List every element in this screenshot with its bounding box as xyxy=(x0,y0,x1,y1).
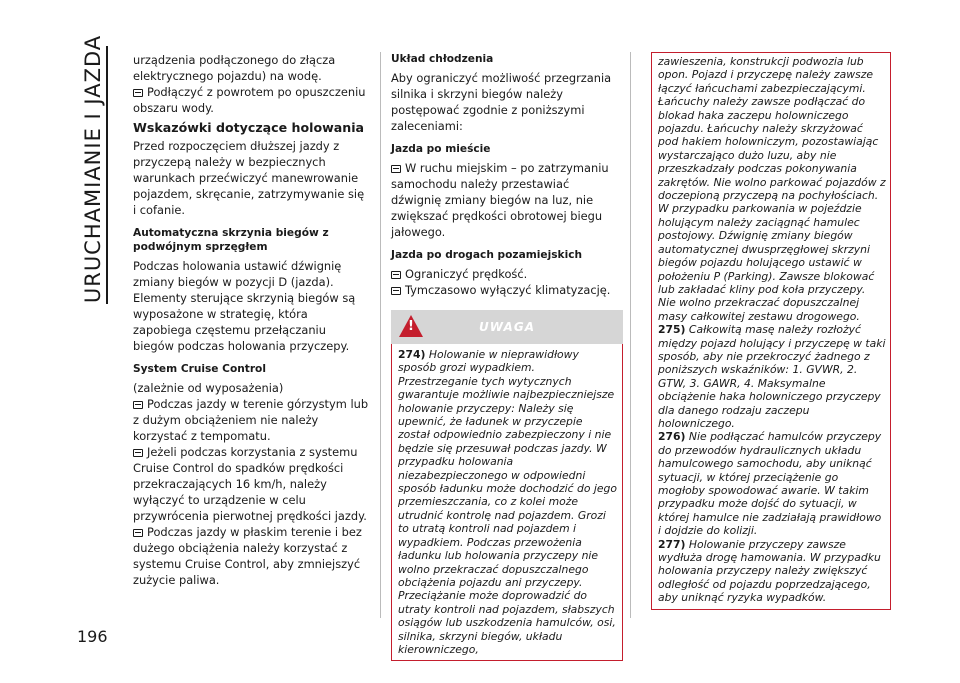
bullet-icon xyxy=(133,449,143,457)
city-bullet xyxy=(391,160,623,240)
heading-cooling: Układ chłodzenia xyxy=(391,53,494,65)
warning-277 xyxy=(658,538,886,605)
cruise-availability: (zależnie od wyposażenia) xyxy=(133,381,284,395)
heading-cruise-control: System Cruise Control xyxy=(133,363,266,375)
section-rule xyxy=(106,46,108,304)
page-number: 196 xyxy=(77,627,108,646)
cruise-bullet-text: Podczas jazdy w płaskim terenie i bez dużego obciążenia należy korzystać z systemu Cruise Control, aby zmniejszyć zużycie paliwa. xyxy=(133,525,362,587)
warning-276 xyxy=(658,430,886,537)
heading-gearbox: Automatyczna skrzynia biegów z podwójnym sprzęgłem xyxy=(133,227,329,253)
road-bullet-1 xyxy=(391,266,623,282)
cooling-text: Aby ograniczyć możliwość przegrzania silnika i skrzyni biegów należy postępować zgodnie z poniższymi zaleceniami: xyxy=(391,71,612,133)
cruise-bullet-3 xyxy=(133,524,370,588)
intro-text: urządzenia podłączonego do złącza elektrycznego pojazdu) na wodę. xyxy=(133,53,336,83)
warning-text: Całkowitą masę należy rozłożyć między pojazd holujący i przyczepę w taki sposób, aby nie przekroczyć żadnego z poniższych wskaźników: 1. GVWR, 2. GTW, 3. GAWR, 4. Maksymalne obciążenie haka holowniczego przyczepy dla danego rodzaju zaczepu holowniczego. xyxy=(658,323,886,430)
warning-title: UWAGA xyxy=(479,320,535,334)
column-2 xyxy=(391,52,623,661)
warning-number: 277) xyxy=(658,537,686,551)
bullet-icon xyxy=(391,165,401,173)
column-1 xyxy=(133,52,370,588)
intro-bullet-text: Podłączyć z powrotem po opuszczeniu obszaru wody. xyxy=(133,85,366,115)
column-divider xyxy=(630,52,631,618)
warning-box-continued xyxy=(651,52,891,610)
cruise-bullet-2 xyxy=(133,444,370,524)
towing-text: Przed rozpoczęciem dłuższej jazdy z przyczepą należy w bezpiecznych warunkach przećwiczyć manewrowanie pojazdem, skręcanie, zatrzymywanie się i cofanie. xyxy=(133,139,365,217)
warning-text: Nie podłączać hamulców przyczepy do przewodów hydraulicznych układu hamulcowego samochodu, aby uniknąć sytuacji, w której przeciążenie go mogłoby spowodować awarie. W takim przypadku może dojść do sytuacji, w której hamulce nie zadziałają prawidłowo i dojdzie do kolizji. xyxy=(658,430,882,538)
exclamation-icon: ! xyxy=(408,319,414,334)
gearbox-text: Podczas holowania ustawić dźwignię zmiany biegów w pozycji D (jazda). Elementy sterujące skrzynią biegów są wyposażone w strategię, która zapobiega częstemu przełączaniu biegów podczas holowania przyczepy. xyxy=(133,259,356,353)
bullet-icon xyxy=(391,271,401,279)
cruise-bullet-1 xyxy=(133,396,370,444)
bullet-icon xyxy=(391,287,401,295)
bullet-icon xyxy=(133,529,143,537)
heading-road-driving: Jazda po drogach pozamiejskich xyxy=(391,249,583,261)
heading-towing: Wskazówki dotyczące holowania xyxy=(133,120,365,135)
warning-text: Holowanie w nieprawidłowy sposób grozi wypadkiem. Przestrzeganie tych wytycznych gwarantuje możliwie najbezpieczniejsze holowanie przyczepy: Należy się upewnić, że ładunek w przyczepie został odpowiednio zabezpieczony i nie będzie się przesuwał podczas jazdy. W przypadku holowania niezabezpieczonego w odpowiedni sposób ładunku może dochodzić do jego przemieszczania, co z kolei może utrudnić kontrolę nad pojazdem. Grozi to utratą kontroli nad pojazdem i wypadkiem. Podczas przewożenia ładunku lub holowania przyczepy nie wolno przekraczać dopuszczalnego obciążenia pojazdu ani przyczepy. Przeciążanie może doprowadzić do utraty kontroli nad pojazdem, słabszych osiągów lub uszkodzenia hamulców, osi, silnika, skrzyni biegów, układu kierowniczego, xyxy=(398,348,617,656)
column-divider xyxy=(380,52,381,618)
warning-text: Holowanie przyczepy zawsze wydłuża drogę hamowania. W przypadku holowania przyczepy należy zwiększyć odległość od pojazdu poprzedzającego, aby uniknąć ryzyka wypadków. xyxy=(658,537,881,605)
road-bullet-text: Tymczasowo wyłączyć klimatyzację. xyxy=(405,283,611,297)
intro-bullet xyxy=(133,84,370,116)
city-bullet-text: W ruchu miejskim – po zatrzymaniu samochodu należy przestawiać dźwignię zmiany biegów na luz, nie zwiększać prędkości obrotowej biegu jałowego. xyxy=(391,161,609,239)
road-bullet-text: Ograniczyć prędkość. xyxy=(405,267,528,281)
warning-number: 274) xyxy=(398,348,426,361)
section-title xyxy=(78,34,108,304)
warning-number: 276) xyxy=(658,430,686,444)
bullet-icon xyxy=(133,89,143,97)
warning-box xyxy=(391,344,623,661)
cruise-bullet-text: Jeżeli podczas korzystania z systemu Cruise Control do spadków prędkości przekraczających 16 km/h, należy wyłączyć to urządzenie w celu przywrócenia pierwotnej prędkości jazdy. xyxy=(133,445,367,523)
road-bullet-2 xyxy=(391,282,623,298)
warning-274-continued: zawieszenia, konstrukcji podwozia lub opon. Pojazd i przyczepę należy zawsze łączyć łańcuchami zabezpieczającymi. Łańcuchy należy zawsze podłączać do blokad haka zaczepu holowniczego pojazdu. Łańcuchy należy skrzyżować pod hakiem holowniczym, pozostawiając wystarczająco dużo luzu, aby nie przeszkadzały podczas pokonywania zakrętów. Nie wolno parkować pojazdów z doczepioną przyczepą na pochyłościach. W przypadku parkowania w pojeździe holującym należy zaciągnąć hamulec postojowy. Dźwignię zmiany biegów automatycznej dwusprzęgłowej skrzyni biegów pojazdu holującego ustawić w położeniu P (Parking). Zawsze blokować lub zakładać kliny pod koła przyczepy. Nie wolno przekraczać dopuszczalnej masy całkowitej zestawu drogowego. xyxy=(658,55,886,323)
warning-header xyxy=(391,310,623,344)
cruise-bullet-text: Podczas jazdy w terenie górzystym lub z dużym obciążeniem nie należy korzystać z tempomatu. xyxy=(133,397,369,443)
warning-number: 275) xyxy=(658,323,686,337)
warning-275 xyxy=(658,323,886,430)
section-title-text: URUCHAMIANIE I JAZDA xyxy=(81,34,105,304)
bullet-icon xyxy=(133,401,143,409)
heading-city-driving: Jazda po mieście xyxy=(391,143,491,155)
warning-274 xyxy=(398,348,617,656)
